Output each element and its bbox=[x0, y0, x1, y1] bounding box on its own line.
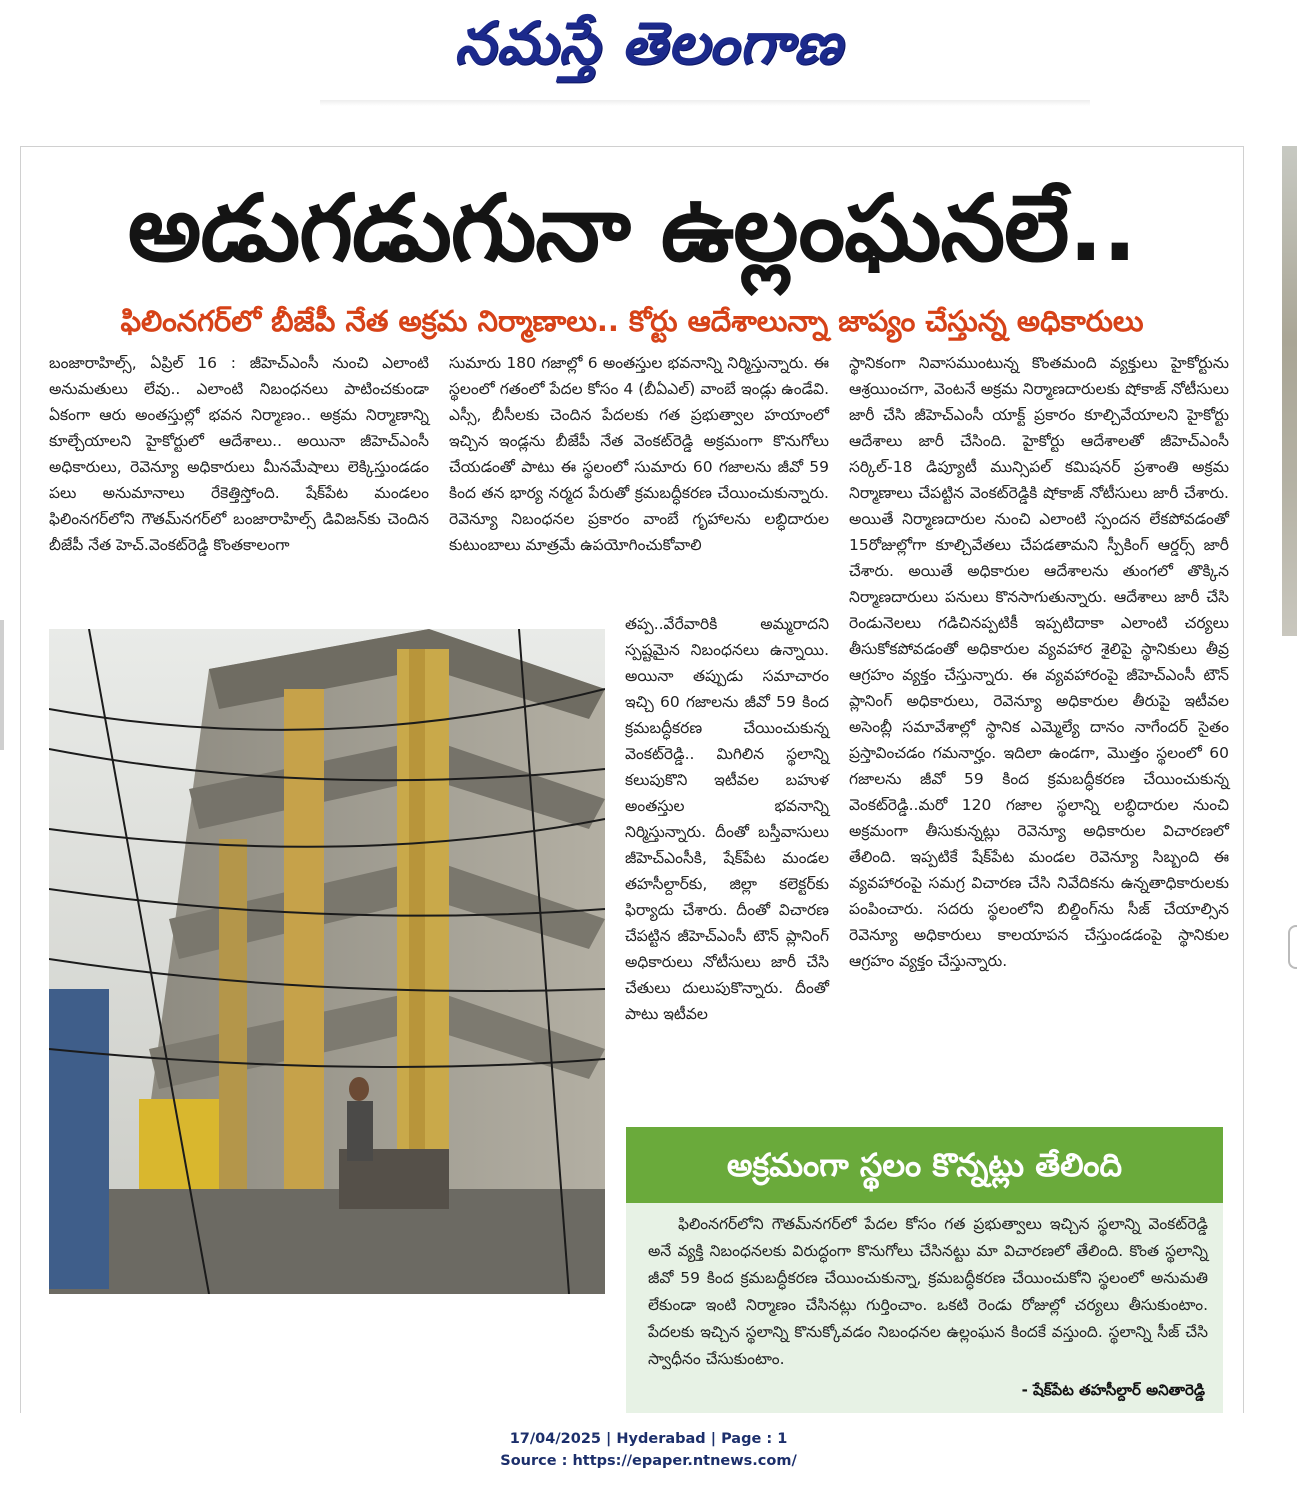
article-column-1 bbox=[49, 350, 429, 558]
subheadline: ఫిలింనగర్‌లో బీజేపీ నేత అక్రమ నిర్మాణాలు.. కోర్టు ఆదేశాలున్నా జాప్యం చేస్తున్న అధికారులు bbox=[120, 304, 1144, 338]
article-column-2-text: సుమారు 180 గజాల్లో 6 అంతస్తుల భవనాన్ని నిర్మిస్తున్నారు. ఈ స్థలంలో గతంలో పేదల కోసం 4 (బీఏఎల్) వాంబే ఇండ్లు ఉండేవి. ఎస్సీ, బీసీలకు చెందిన పేదలకు గత ప్రభుత్వాల హయాంలో ఇచ్చిన ఇండ్లను బీజేపీ నేత వెంకట్‌రెడ్డి అక్రమంగా కొనుగోలు చేయడంతో పాటు ఈ స్థలంలో సుమారు 60 గజాలను జీవో 59 కింద తన భార్య నర్మద పేరుతో క్రమబద్ధీకరణ చేయించుకున్నారు. రెవెన్యూ నిబంధనల ప్రకారం వాంబే గృహాలను లబ్ధిదారుల కుటుంబాలు మాత్రమే ఉపయోగించుకోవాలి bbox=[449, 354, 829, 554]
building-construction-photo bbox=[49, 629, 605, 1294]
article-column-3 bbox=[849, 350, 1229, 974]
adjacent-page-edge-left bbox=[0, 620, 4, 750]
article-clipping bbox=[20, 146, 1244, 1413]
adjacent-photo-edge bbox=[1282, 146, 1297, 636]
sidebar-box bbox=[626, 1127, 1223, 1413]
footer-date-line: 17/04/2025 | Hyderabad | Page : 1 bbox=[509, 1431, 788, 1447]
article-column-2b-text: తప్ప..వేరేవారికి అమ్మరాదని స్పష్టమైన నిబంధనలు ఉన్నాయి. అయినా తప్పుడు సమాచారం ఇచ్చి 60 గజాలను జీవో 59 కింద క్రమబద్ధీకరణ చేయించుకున్న వెంకట్‌రెడ్డి.. మిగిలిన స్థలాన్ని కలుపుకొని ఇటీవల బహుళ అంతస్తుల భవనాన్ని నిర్మిస్తున్నారు. దీంతో బస్తీవాసులు జీహెచ్ఎంసీకి, షేక్‌పేట మండల తహసీల్దార్‌కు, జిల్లా కలెక్టర్‌కు ఫిర్యాదు చేశారు. దీంతో విచారణ చేపట్టిన జీహెచ్ఎంసీ టౌన్ ప్లానింగ్ అధికారులు నోటీసులు జారీ చేసి చేతులు దులుపుకొన్నారు. దీంతో పాటు ఇటీవల bbox=[625, 615, 829, 1023]
sidebar-box-body bbox=[648, 1211, 1208, 1373]
headline: అడుగడుగునా ఉల్లంఘనలే.. bbox=[127, 175, 1137, 282]
sidebar-box-text: ఫిలింనగర్‌లోని గౌతమ్‌నగర్‌లో పేదల కోసం గత ప్రభుత్వాలు ఇచ్చిన స్థలాన్ని వెంకట్‌రెడ్డి అనే వ్యక్తి నిబంధనలకు విరుద్ధంగా కొనుగోలు చేసినట్టు మా విచారణలో తేలింది. కొంత స్థలాన్ని జీవో 59 కింద క్రమబద్ధీకరణ చేయించుకున్నా, క్రమబద్ధీకరణ చేయించుకోని స్థలంలో అనుమతి లేకుండా ఇంటి నిర్మాణం చేసినట్లు గుర్తించాం. ఒకటి రెండు రోజుల్లో చర్యలు తీసుకుంటాం. పేదలకు ఇచ్చిన స్థలాన్ని కొనుక్కోవడం నిబంధనల ఉల్లంఘన కిందకే వస్తుంది. స్థలాన్ని సీజ్ చేసి స్వాధీనం చేసుకుంటాం. bbox=[648, 1215, 1208, 1368]
article-column-2 bbox=[449, 350, 829, 558]
article-column-1-text: బంజారాహిల్స్, ఏప్రిల్ 16 : జీహెచ్ఎంసీ నుంచి ఎలాంటి అనుమతులు లేవు.. ఎలాంటి నిబంధనలు పాటించకుండా ఏకంగా ఆరు అంతస్తుల్లో భవన నిర్మాణం.. అక్రమ నిర్మాణాన్ని కూల్చేయాలని హైకోర్టులో ఆదేశాలు.. అయినా జీహెచ్ఎంసీ అధికారులు, రెవెన్యూ అధికారులు మీనమేషాలు లెక్కిస్తుండడం పలు అనుమానాలు రేకెత్తిస్తోంది. షేక్‌పేట మండలం ఫిలింనగర్‌లోని గౌతమ్‌నగర్‌లో బంజారాహిల్స్ డివిజన్‌కు చెందిన బీజేపీ నేత హెచ్.వెంకట్‌రెడ్డి కొంతకాలంగా bbox=[49, 354, 429, 554]
footer-source-line: Source : https://epaper.ntnews.com/ bbox=[500, 1453, 797, 1469]
sidebar-box-signature: - షేక్‌పేట తహసీల్దార్ అనితారెడ్డి bbox=[1021, 1381, 1205, 1399]
article-column-2-continued bbox=[625, 611, 829, 1027]
sidebar-box-title: అక్రమంగా స్థలం కొన్నట్లు తేలింది bbox=[626, 1127, 1223, 1203]
masthead-title: నమస్తే తెలంగాణ bbox=[454, 8, 843, 77]
article-column-3-text: స్థానికంగా నివాసముంటున్న కొంతమంది వ్యక్తులు హైకోర్టును ఆశ్రయించగా, వెంటనే అక్రమ నిర్మాణదారులకు షోకాజ్ నోటీసులు జారీ చేసి జీహెచ్ఎంసీ యాక్ట్ ప్రకారం కూల్చివేయాలని హైకోర్టు ఆదేశాలు జారీ చేసింది. హైకోర్టు ఆదేశాలతో జీహెచ్ఎంసీ సర్కిల్-18 డిప్యూటీ మున్సిపల్ కమిషనర్ ప్రశాంతి అక్రమ నిర్మాణాలు చేపట్టిన వెంకట్‌రెడ్డికి షోకాజ్ నోటీసులు జారీ చేశారు. అయితే నిర్మాణదారుల నుంచి ఎలాంటి స్పందన లేకపోవడంతో 15రోజుల్లోగా కూల్చివేతలు చేపడతామని స్పీకింగ్ ఆర్డర్స్ జారీ చేశారు. అయితే అధికారుల ఆదేశాలను తుంగలో తొక్కిన నిర్మాణదారులు పనులు కొనసాగుతున్నారు. ఆదేశాలు జారీ చేసి రెండునెలలు గడిచినప్పటికీ ఇప్పటిదాకా ఎలాంటి చర్యలు తీసుకోకపోవడంతో అధికారుల వ్యవహార శైలిపై స్థానికులు తీవ్ర ఆగ్రహం వ్యక్తం చేస్తున్నారు. ఈ వ్యవహారంపై జీహెచ్ఎంసీ టౌన్ ప్లానింగ్ అధికారులు, రెవెన్యూ అధికారుల తీరుపై ఇటీవల అసెంబ్లీ సమావేశాల్లో స్థానిక ఎమ్మెల్యే దానం నాగేందర్ సైతం ప్రస్తావించడం గమనార్హం. ఇదిలా ఉండగా, మొత్తం స్థలంలో 60 గజాలను జీవో 59 కింద క్రమబద్ధీకరణ చేయించుకున్న వెంకట్‌రెడ్డి..మరో 120 గజాల స్థలాన్ని లబ్ధిదారుల నుంచి అక్రమంగా తీసుకున్నట్లు రెవెన్యూ అధికారుల విచారణలో తేలింది. ఇప్పటికే షేక్‌పేట మండల రెవెన్యూ సిబ్బంది ఈ వ్యవహారంపై సమగ్ర విచారణ చేసి నివేదికను ఉన్నతాధికారులకు పంపించారు. సదరు స్థలంలోని బిల్డింగ్‌ను సీజ్ చేయాల్సిన రెవెన్యూ అధికారులు కాలయాపన చేస్తుండడంపై స్థానికుల ఆగ్రహం వ్యక్తం చేస్తున్నారు. bbox=[849, 354, 1229, 970]
building-photo-illustration bbox=[49, 629, 605, 1294]
masthead-rule bbox=[320, 100, 1090, 106]
masthead bbox=[0, 0, 1297, 100]
page-footer bbox=[0, 1428, 1297, 1472]
photo-caption bbox=[111, 1405, 591, 1413]
adjacent-bubble-edge bbox=[1288, 925, 1297, 969]
